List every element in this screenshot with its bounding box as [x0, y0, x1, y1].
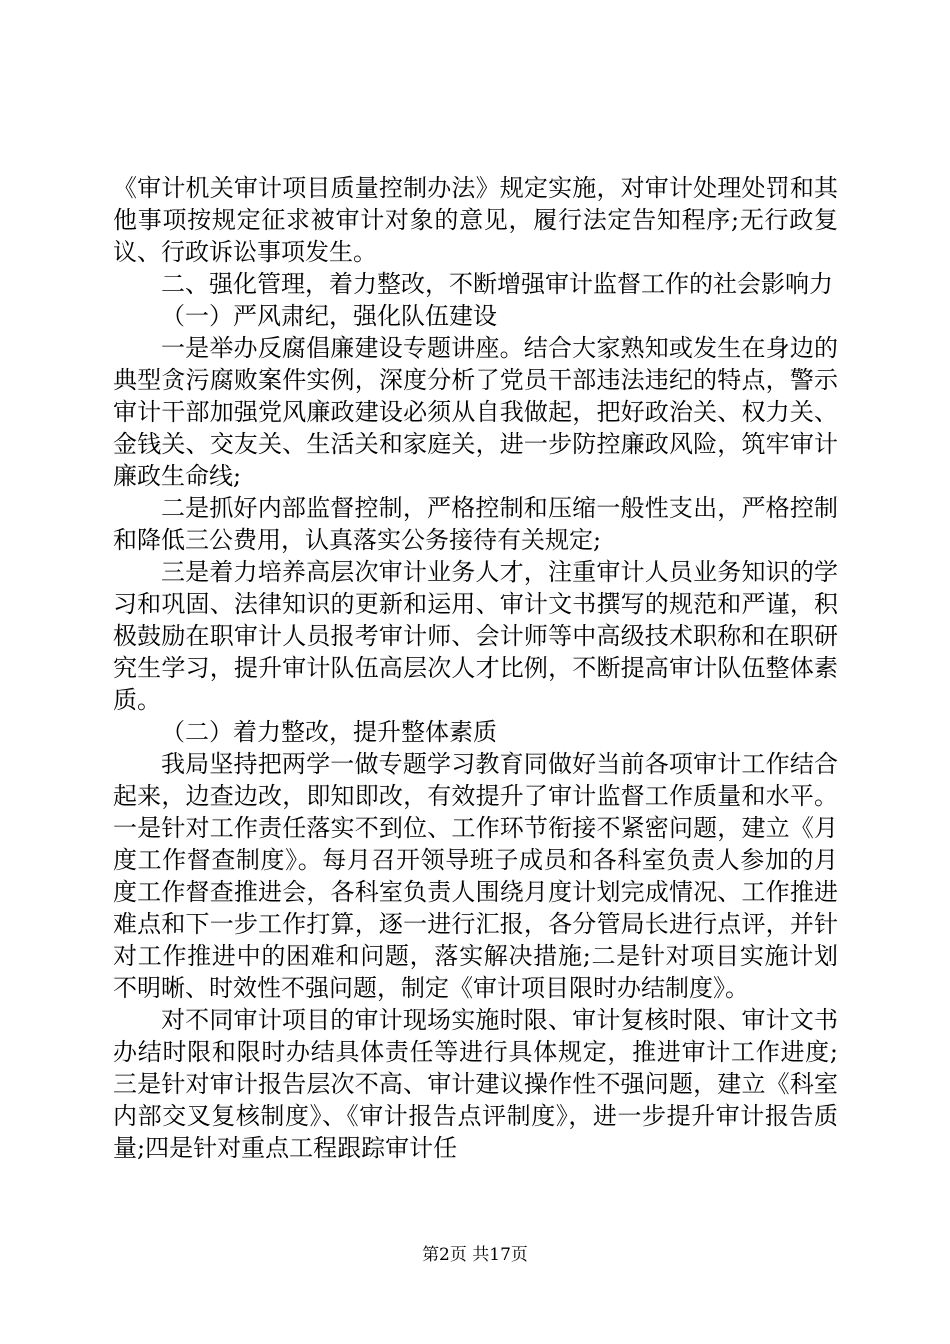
paragraph-rectification: 我局坚持把两学一做专题学习教育同做好当前各项审计工作结合起来，边查边改，即知即改，有效提升了审计监督工作质量和水平。一是针对工作责任落实不到位、工作环节衔接不紧密问题，建立《月度工作督查制度》。每月召开领导班子成员和各科室负责人参加的月度工作督查推进会，各科室负责人围绕月度计划完成情况、工作推进难点和下一步工作打算，逐一进行汇报，各分管局长进行点评，并针对工作推进中的困难和问题，落实解决措施;二是针对项目实施计划不明晰、时效性不强问题，制定《审计项目限时办结制度》。: [113, 750, 838, 1002]
paragraph-continued: 对不同审计项目的审计现场实施时限、审计复核时限、审计文书办结时限和限时办结具体责任等进行具体规定，推进审计工作进度;三是针对审计报告层次不高、审计建议操作性不强问题，建立《科室内部交叉复核制度》、《审计报告点评制度》，进一步提升审计报告质量;四是针对重点工程跟踪审计任: [113, 1006, 838, 1162]
section-heading-2: 二、强化管理，着力整改，不断增强审计监督工作的社会影响力: [161, 270, 833, 298]
paragraph-item-2: 二是抓好内部监督控制，严格控制和压缩一般性支出，严格控制和降低三公费用，认真落实公务接待有关规定;: [113, 494, 838, 554]
page-footer: 第2页 共17页: [422, 1245, 528, 1265]
paragraph-1: 《审计机关审计项目质量控制办法》规定实施，对审计处理处罚和其他事项按规定征求被审计对象的意见，履行法定告知程序;无行政复议、行政诉讼事项发生。: [113, 174, 838, 266]
subsection-heading-2: （二）着力整改，提升整体素质: [161, 718, 497, 746]
subsection-heading-1: （一）严风肃纪，强化队伍建设: [161, 302, 497, 330]
paragraph-item-3: 三是着力培养高层次审计业务人才，注重审计人员业务知识的学习和巩固、法律知识的更新和运用、审计文书撰写的规范和严谨，积极鼓励在职审计人员报考审计师、会计师等中高级技术职称和在职研究生学习，提升审计队伍高层次人才比例，不断提高审计队伍整体素质。: [113, 558, 838, 714]
paragraph-item-1: 一是举办反腐倡廉建设专题讲座。结合大家熟知或发生在身边的典型贪污腐败案件实例，深度分析了党员干部违法违纪的特点，警示审计干部加强党风廉政建设必须从自我做起，把好政治关、权力关、金钱关、交友关、生活关和家庭关，进一步防控廉政风险，筑牢审计廉政生命线;: [113, 334, 838, 490]
document-body: [113, 172, 838, 1164]
